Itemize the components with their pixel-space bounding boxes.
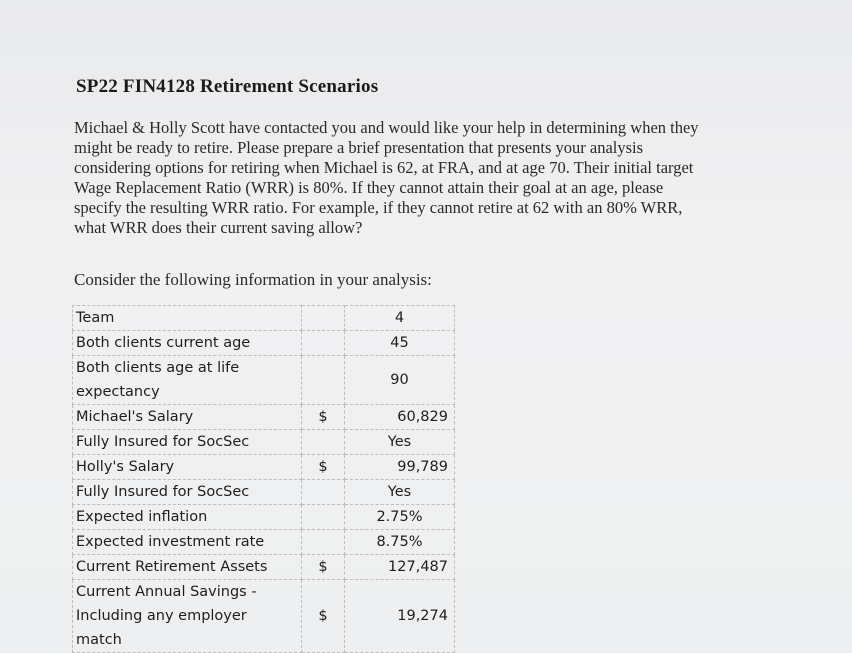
row-value: 90 [345,356,455,405]
row-value: 8.75% [345,530,455,555]
table-row [73,306,455,331]
table-row [73,480,455,505]
row-value: 4 [345,306,455,331]
row-value: 60,829 [345,405,455,430]
row-currency [302,306,345,331]
row-label-line: Fully Insured for SocSec [76,484,250,500]
row-label-line: Holly's Salary [76,459,175,475]
row-label-line: Both clients current age [76,335,251,351]
row-label [73,331,302,356]
page-title: SP22 FIN4128 Retirement Scenarios [76,76,379,97]
table-row [73,430,455,455]
row-label [73,555,302,580]
row-label [73,405,302,430]
row-label-line: Expected inflation [76,509,208,525]
row-currency [302,356,345,405]
row-currency [302,430,345,455]
row-label [73,455,302,480]
row-label-line: Michael's Salary [76,409,194,425]
row-label-line: Team [76,310,115,326]
consider-heading: Consider the following information in your analysis: [74,270,432,289]
row-label-line: Current Retirement Assets [76,559,268,575]
row-label-line: Fully Insured for SocSec [76,434,250,450]
row-label-line: Including any employer [76,608,247,624]
row-label-line: Current Annual Savings - [76,584,257,600]
table-row [73,555,455,580]
intro-paragraph [74,118,814,238]
row-currency: $ [302,580,345,653]
row-label [73,306,302,331]
intro-line: might be ready to retire. Please prepare a brief presentation that presents your analysis [74,138,644,157]
row-value: Yes [345,480,455,505]
row-value: 19,274 [345,580,455,653]
row-currency [302,331,345,356]
intro-line: Wage Replacement Ratio (WRR) is 80%. If they cannot attain their goal at an age, please [74,178,664,197]
intro-line: what WRR does their current saving allow? [74,218,363,237]
row-value: 127,487 [345,555,455,580]
row-currency: $ [302,455,345,480]
row-value: 45 [345,331,455,356]
row-currency: $ [302,405,345,430]
table-row [73,331,455,356]
row-label-line: Expected investment rate [76,534,265,550]
row-label [73,430,302,455]
row-label [73,580,302,653]
row-label [73,356,302,405]
intro-line: Michael & Holly Scott have contacted you and would like your help in determining when they [74,118,699,137]
table-row [73,405,455,430]
row-label [73,480,302,505]
row-value: 99,789 [345,455,455,480]
row-label-line: expectancy [76,384,160,400]
row-value: 2.75% [345,505,455,530]
table-row [73,530,455,555]
table-row [73,505,455,530]
row-label [73,505,302,530]
row-currency: $ [302,555,345,580]
intro-line: considering options for retiring when Michael is 62, at FRA, and at age 70. Their initial target [74,158,694,177]
table-row [73,356,455,405]
row-currency [302,480,345,505]
row-currency [302,530,345,555]
intro-line: specify the resulting WRR ratio. For example, if they cannot retire at 62 with an 80% WRR, [74,198,683,217]
row-label [73,530,302,555]
row-label-line: match [76,632,122,648]
row-label-line: Both clients age at life [76,360,240,376]
table-row [73,455,455,480]
info-table [72,305,455,653]
row-currency [302,505,345,530]
row-value: Yes [345,430,455,455]
table-row [73,580,455,653]
